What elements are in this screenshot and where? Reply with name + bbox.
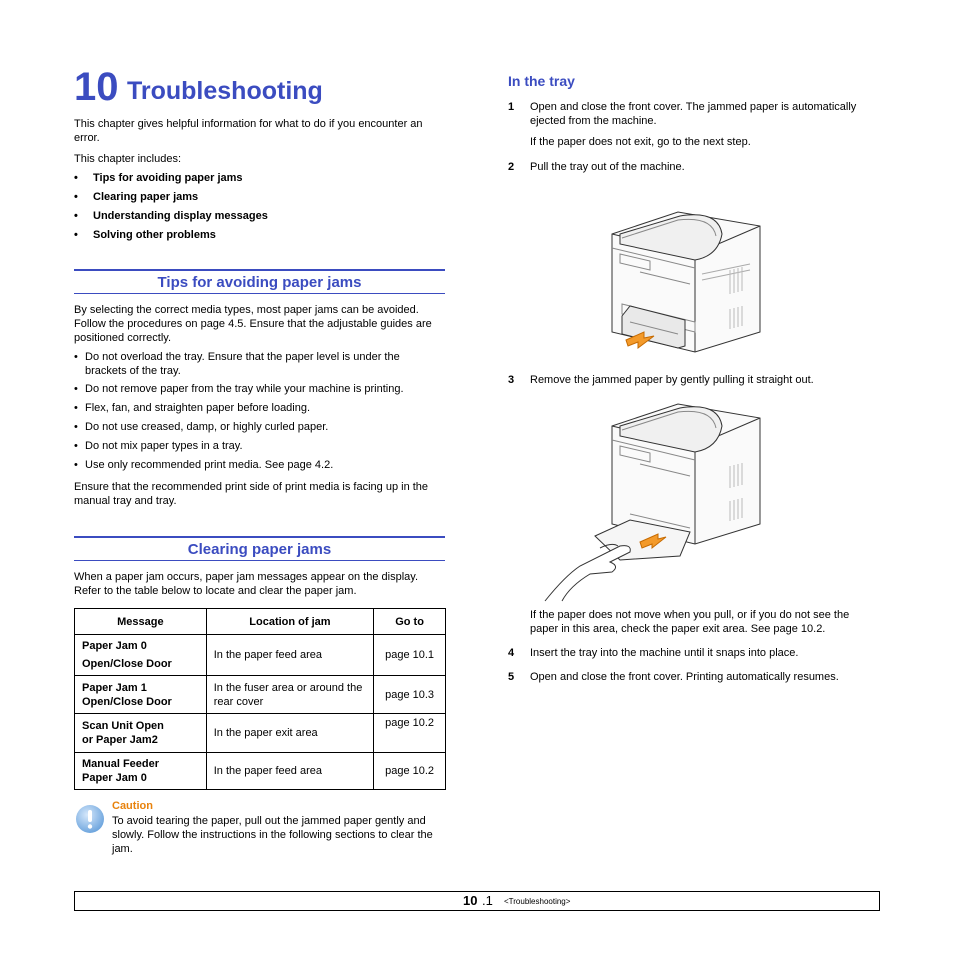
section-heading-tips: Tips for avoiding paper jams bbox=[74, 269, 445, 294]
footer-page-number: 10 bbox=[463, 893, 478, 908]
topic-list-item: • Understanding display messages bbox=[74, 210, 268, 222]
printer-remove-paper-illustration bbox=[540, 396, 775, 604]
chapter-title: Troubleshooting bbox=[127, 77, 323, 105]
message-cell: Paper Jam 1 Open/Close Door bbox=[75, 676, 207, 714]
printer-tray-out-illustration bbox=[600, 204, 770, 356]
intro-paragraph: This chapter gives helpful information for what to do if you encounter an error. bbox=[74, 118, 423, 144]
table-row bbox=[75, 753, 446, 790]
goto-cell: page 10.2 bbox=[374, 714, 446, 753]
goto-cell: page 10.1 bbox=[374, 635, 446, 676]
footer-page-subnumber: .1 bbox=[482, 893, 493, 908]
paper-jam-table bbox=[74, 608, 446, 790]
step-number: 4 bbox=[508, 647, 515, 659]
tips-bullet: • Do not mix paper types in a tray. bbox=[74, 440, 243, 452]
step-text: Open and close the front cover. Printing automatically resumes. bbox=[530, 671, 839, 683]
step-text: Pull the tray out of the machine. bbox=[530, 161, 685, 173]
step-text: Insert the tray into the machine until it snaps into place. bbox=[530, 647, 799, 659]
step-text: Open and close the front cover. The jammed paper is automatically ejected from the machine. bbox=[530, 101, 857, 127]
goto-cell: page 10.3 bbox=[374, 676, 446, 714]
location-cell: In the fuser area or around the rear cover bbox=[206, 676, 373, 714]
intro-includes: This chapter includes: bbox=[74, 153, 181, 165]
topic-list-item: • Solving other problems bbox=[74, 229, 216, 241]
step-note: If the paper does not exit, go to the next step. bbox=[530, 136, 751, 148]
table-row bbox=[75, 714, 446, 753]
tips-bullet: • Do not remove paper from the tray while your machine is printing. bbox=[74, 383, 404, 395]
section-heading-clearing: Clearing paper jams bbox=[74, 536, 445, 561]
goto-cell: page 10.2 bbox=[374, 753, 446, 790]
step-text: Remove the jammed paper by gently pulling it straight out. bbox=[530, 374, 814, 386]
caution-icon bbox=[75, 804, 105, 834]
location-cell: In the paper feed area bbox=[206, 635, 373, 676]
location-cell: In the paper exit area bbox=[206, 714, 373, 753]
step-number: 1 bbox=[508, 101, 515, 113]
chapter-number: 10 bbox=[74, 65, 119, 109]
tips-closing-paragraph: Ensure that the recommended print side of print media is facing up in the manual tray and tray. bbox=[74, 481, 429, 507]
caution-label: Caution bbox=[112, 800, 153, 812]
message-cell: Paper Jam 0 Open/Close Door bbox=[75, 635, 207, 676]
message-cell: Manual Feeder Paper Jam 0 bbox=[75, 753, 207, 790]
section-heading-in-tray: In the tray bbox=[508, 73, 575, 89]
location-cell: In the paper feed area bbox=[206, 753, 373, 790]
caution-text: To avoid tearing the paper, pull out the jammed paper gently and slowly. Follow the instructions in the following sections to clear the jam. bbox=[112, 815, 433, 855]
table-header: Message bbox=[75, 609, 207, 635]
table-header-row bbox=[75, 609, 446, 635]
footer-chapter-label: <Troubleshooting> bbox=[504, 897, 571, 906]
tips-paragraph: By selecting the correct media types, most paper jams can be avoided. Follow the procedures on page 4.5. Ensure that the adjustable guides are positioned correctly. bbox=[74, 304, 432, 344]
topic-list-item: • Clearing paper jams bbox=[74, 191, 199, 203]
table-header: Location of jam bbox=[206, 609, 373, 635]
tips-bullet: • Flex, fan, and straighten paper before loading. bbox=[74, 402, 311, 414]
clearing-paragraph: When a paper jam occurs, paper jam messages appear on the display. Refer to the table below to locate and clear the paper jam. bbox=[74, 571, 419, 597]
message-cell: Scan Unit Open or Paper Jam2 bbox=[75, 714, 207, 753]
table-row bbox=[75, 635, 446, 676]
table-row bbox=[75, 676, 446, 714]
table-header: Go to bbox=[374, 609, 446, 635]
tips-bullet: • Use only recommended print media. See page 4.2. bbox=[74, 459, 334, 471]
step-number: 2 bbox=[508, 161, 515, 173]
step-number: 3 bbox=[508, 374, 515, 386]
step-number: 5 bbox=[508, 671, 515, 683]
tips-bullet: • Do not use creased, damp, or highly curled paper. bbox=[74, 421, 329, 433]
step-note: If the paper does not move when you pull, or if you do not see the paper in this area, check the paper exit area. See page 10.2. bbox=[530, 609, 850, 635]
topic-list-item: • Tips for avoiding paper jams bbox=[74, 172, 243, 184]
tips-bullet: • Do not overload the tray. Ensure that the paper level is under the brackets of the tray. bbox=[74, 351, 400, 377]
